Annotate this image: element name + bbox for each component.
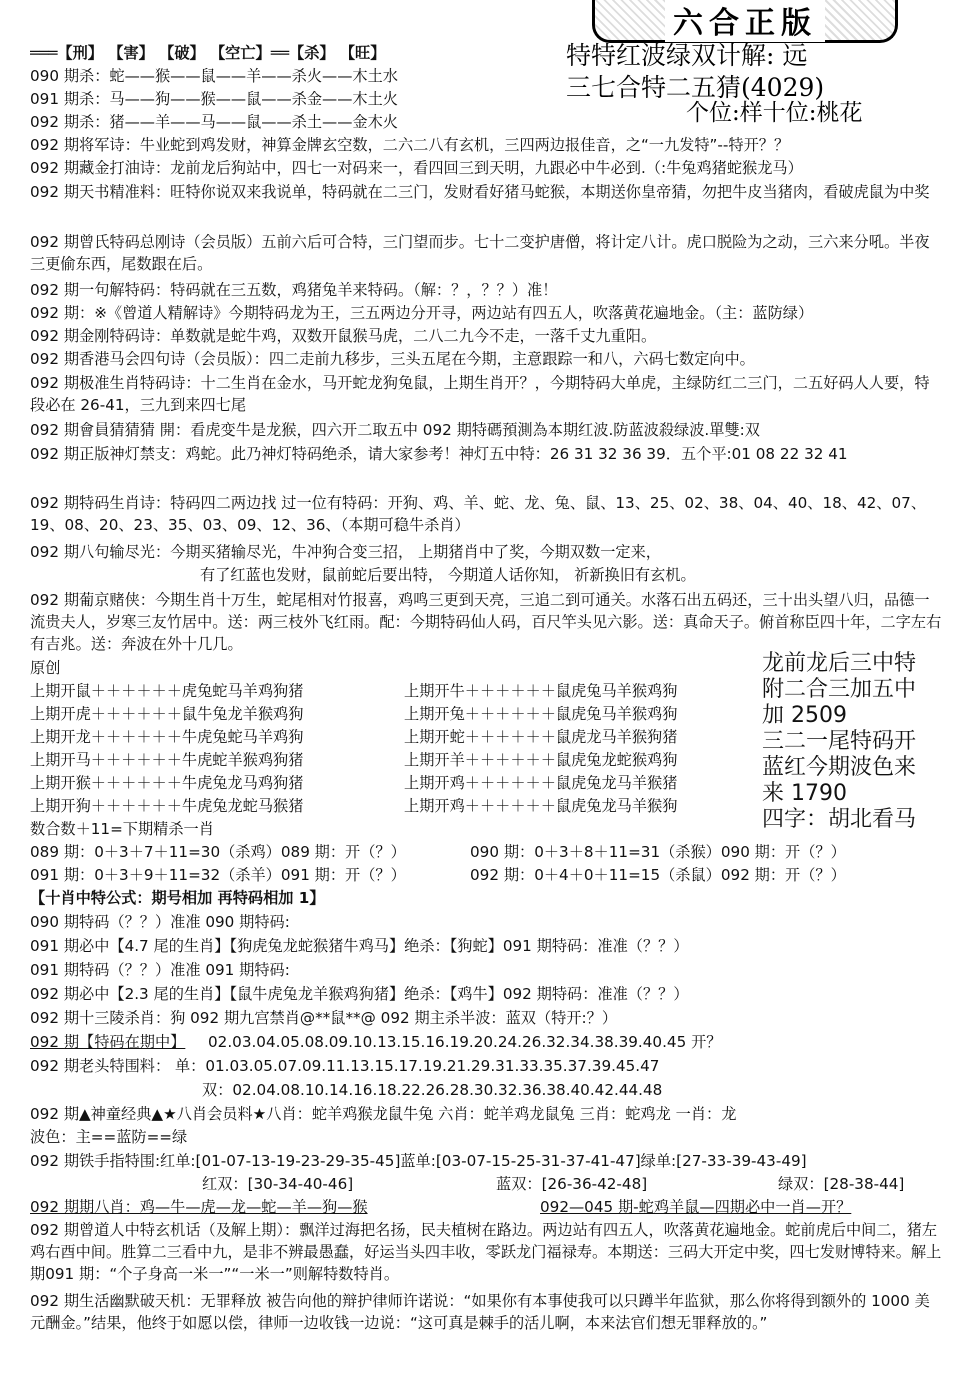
- iron-blue-double: 蓝双：[26-36-42-48]: [496, 1175, 648, 1193]
- ten-line-3: 091 期特码（？？）准准 091 期特码:: [30, 961, 290, 979]
- para-grape-knight: 092 期葡京赌侠：今期生肖十万生，蛇尾相对竹报喜，鸡鸣三更到天亮，三追二到可通关。水落石出五码还，三十出头望八归，品德一流贵夫人，岁寒三友竹居中。送：两三枝外飞红雨。配：今期特码仙人码，百尺竿头见六影。送：真命天子。俯首称臣四十年，二字左右有吉兆。送：奔波在外十几几。: [30, 591, 942, 653]
- ten-line-2: 091 期必中【4.7 尾的生肖】【狗虎兔龙蛇猴猪牛鸡马】绝杀：【狗蛇】091 期特码：准准（？？）: [30, 937, 689, 955]
- iron-green-double: 绿双：[28-38-44]: [778, 1175, 905, 1193]
- formula-090: 090 期：0＋3＋8＋11=31（杀猴）090 期：开（？）: [470, 843, 846, 861]
- logo-text: 六合正版: [665, 0, 825, 42]
- ten-line-1: 090 期特码（？？）准准 090 期特码:: [30, 913, 290, 931]
- eight-animals-right: 092—045 期-蛇鸡羊鼠—四期必中一肖—开？: [540, 1198, 852, 1216]
- para-one-line: 092 期一句解特码：特码就在三五数，鸡猪兔羊来特码。（解：？，？？）准！: [30, 281, 558, 299]
- iron-finger-line: 092 期铁手指特围:红单:[01-07-13-19-23-29-35-45]蓝单:[03-07-15-25-31-37-41-47]绿单:[27-33-39-43-49]: [30, 1152, 807, 1170]
- in-period-label: 092 期【特码在期中】: [30, 1033, 186, 1051]
- old-man-single: 092 期老头特围料： 单：01.03.05.07.09.11.13.15.17.19.21.29.31.33.35.37.39.45.47: [30, 1057, 660, 1075]
- para-general-poem: 092 期将军诗：牛业蛇到鸡发财，神算金牌玄空数，二六二八有玄机，三四两边报佳音，之“一九发特”--特开？？: [30, 136, 790, 154]
- para-zodiac-code-poem: 092 期特码生肖诗：特码四二两边找 过一位有特码：开狗、鸡、羊、蛇、龙、兔、鼠、13、25、02、38、04、40、18、42、07、19、08、20、23、35、03、09、12、36、（本期可稳牛杀肖）: [30, 494, 927, 534]
- formula-091: 091 期：0＋3＋9＋11=32（杀羊）091 期：开（？）: [30, 866, 406, 884]
- left-col-row-4: 上期开马＋＋＋＋＋＋牛虎蛇羊猴鸡狗猪: [30, 751, 304, 769]
- side-poem: 龙前龙后三中特 附二合三加五中 加 2509 三二一尾特码开 蓝红今期波色来 来 1790 四字：胡北看马: [762, 651, 917, 832]
- para-humor: 092 期生活幽默破天机：无罪释放 被告向他的辩护律师许诺说：“如果你有本事使我可以只蹲半年监狱，那么你将得到额外的 1000 美元酬金。”结果，他终于如愿以偿，律师一边收钱一边说：“这可真是棘手的活儿啊，本来法官们想无罪释放的。”: [30, 1292, 930, 1332]
- kill-row-091: 091 期杀：马——狗——猴——鼠——杀金——木土火: [30, 90, 398, 108]
- para-zeng-poem: 092 期曾氏特码总刚诗（会员版）五前六后可合特，三门望而步。七十二变护唐僧，将计定八计。虎口脱险为之动，三六来分吼。半夜三更偷东西，尾数跟在后。: [30, 233, 930, 273]
- left-col-row-2: 上期开虎＋＋＋＋＋＋鼠牛兔龙羊猴鸡狗: [30, 705, 304, 723]
- para-member-guess: 092 期會員猜猜猜 開：看虎变牛是龙猴，四六开二取五中 092 期特碼預測為本期红波.防蓝波殺绿波.單雙:双: [30, 421, 760, 439]
- original-label: 原创: [30, 659, 61, 677]
- eight-lines-1: 092 期八句输尽光：今期买猪输尽光，牛冲狗合变三招， 上期猪肖中了奖，今期双数一定来，: [30, 543, 661, 561]
- header-row: ═══【刑】 【害】 【破】 【空亡】══【杀】 【旺】: [30, 44, 386, 62]
- para-heaven-book: 092 期天书精准料：旺特你说双来我说单，特码就在二三门，发财看好猪马蛇猴，本期送你皇帝猜，勿把牛皮当猪肉，看破虎鼠为中奖: [30, 183, 930, 201]
- ten-line-4: 092 期必中【2.3 尾的生肖】【鼠牛虎兔龙羊猴鸡狗猪】绝杀：【鸡牛】092 期特码：准准（？？）: [30, 985, 689, 1003]
- masthead-logo: [592, 0, 898, 43]
- iron-red-double: 红双：[30-34-40-46]: [202, 1175, 354, 1193]
- right-col-row-6: 上期开鸡＋＋＋＋＋＋鼠虎兔龙马羊猴狗: [404, 797, 678, 815]
- old-man-double: 双：02.04.08.10.14.16.18.22.26.28.30.32.36.38.40.42.44.48: [202, 1081, 663, 1099]
- para-taoist-poem: 092 期：※《曾道人精解诗》今期特码龙为王，三五两边分开寻，两边站有四五人，吹落黄花遍地金。（主：蓝防绿）: [30, 304, 814, 322]
- right-col-row-1: 上期开牛＋＋＋＋＋＋鼠虎兔马羊猴鸡狗: [404, 682, 678, 700]
- para-zeng-taoist: 092 期曾道人中特玄机话（及解上期）：飘洋过海把名扬，民夫植树在路边。两边站有四五人，吹落黄花遍地金。蛇前虎后中间二，猪左鸡右酉中间。胜算二三看中九，是非不辨最愚蠢，好运当头四丰收，零跃龙门福禄寿。本期送：三码大开定中奖，四七发财博特来。解上期091 期：“个子身高一米一”“一米一”则解特数特肖。: [30, 1221, 942, 1283]
- eight-lines-2: 有了红蓝也发财，鼠前蛇后要出特， 今期道人话你知， 祈新换旧有玄机。: [200, 566, 696, 584]
- right-header-line-2: 三七合特二五猜(4029): [566, 73, 825, 102]
- formula-092: 092 期：0＋4＋0＋11=15（杀鼠）092 期：开（？）: [470, 866, 846, 884]
- right-col-row-2: 上期开兔＋＋＋＋＋＋鼠虎兔马羊猴鸡狗: [404, 705, 678, 723]
- formula-label: 数合数＋11=下期精杀一肖: [30, 820, 214, 838]
- left-col-row-6: 上期开狗＋＋＋＋＋＋牛虎兔龙蛇马猴猪: [30, 797, 304, 815]
- right-header-line-1: 特特红波绿双计解: 远: [566, 41, 808, 70]
- right-header-line-3: 个位:样十位:桃花: [686, 100, 863, 126]
- ten-formula: 【十肖中特公式：期号相加 再特码相加 1】: [30, 889, 325, 907]
- left-col-row-3: 上期开龙＋＋＋＋＋＋牛虎兔蛇马羊鸡狗: [30, 728, 304, 746]
- eight-animals-left: 092 期期八肖：鸡—牛—虎—龙—蛇—羊—狗—猴: [30, 1198, 368, 1216]
- para-hidden-gold-poem: 092 期藏金打油诗：龙前龙后狗站中，四七一对码来一，看四回三到天明，九跟必中牛必到.（:牛兔鸡猪蛇猴龙马）: [30, 159, 803, 177]
- para-hk-jockey-poem: 092 期香港马会四句诗（会员版）：四二走前九移步，三头五尾在今期，主意跟踪一和八，六码七数定向中。: [30, 350, 755, 368]
- left-col-row-5: 上期开猴＋＋＋＋＋＋牛虎兔龙马鸡狗猪: [30, 774, 304, 792]
- ten-line-5: 092 期十三陵杀肖：狗 092 期九宫禁肖@**鼠**@ 092 期主杀半波：蓝双（特开:？）: [30, 1009, 618, 1027]
- para-magic-lamp: 092 期正版神灯禁支：鸡蛇。此乃神灯特码绝杀，请大家参考！神灯五中特：26 31 32 36 39．五个平:01 08 22 32 41: [30, 445, 848, 463]
- para-vajra-poem: 092 期金刚特码诗：单数就是蛇牛鸡，双数开鼠猴马虎，二八二九今不走，一落千丈九重阳。: [30, 327, 657, 345]
- kill-row-092: 092 期杀：猪——羊——马——鼠——杀土——金木火: [30, 113, 398, 131]
- right-col-row-4: 上期开羊＋＋＋＋＋＋鼠虎兔龙蛇猴鸡狗: [404, 751, 678, 769]
- formula-089: 089 期：0＋3＋7＋11=30（杀鸡）089 期：开（？）: [30, 843, 406, 861]
- para-zodiac-poem: 092 期极准生肖特码诗：十二生肖在金水，马开蛇龙狗兔鼠，上期生肖开？，今期特码大单虎，主绿防红二三门，二五好码人人要，特段必在 26-41，三九到来四七尾: [30, 374, 930, 414]
- right-col-row-3: 上期开蛇＋＋＋＋＋＋鼠虎龙马羊猴狗猪: [404, 728, 678, 746]
- shen-tong: 092 期▲神童经典▲★八肖会员料★八肖：蛇羊鸡猴龙鼠牛兔 六肖：蛇羊鸡龙鼠兔 三肖：蛇鸡龙 一肖：龙: [30, 1105, 737, 1123]
- in-period-nums: 02.03.04.05.08.09.10.13.15.16.19.20.24.26.32.34.38.39.40.45 开？: [208, 1033, 722, 1051]
- wave-color: 波色：主==蓝防==绿: [30, 1128, 188, 1146]
- right-col-row-5: 上期开鸡＋＋＋＋＋＋鼠虎兔龙马羊猴猪: [404, 774, 678, 792]
- left-col-row-1: 上期开鼠＋＋＋＋＋＋虎兔蛇马羊鸡狗猪: [30, 682, 304, 700]
- kill-row-090: 090 期杀：蛇——猴——鼠——羊——杀火——木土水: [30, 67, 398, 85]
